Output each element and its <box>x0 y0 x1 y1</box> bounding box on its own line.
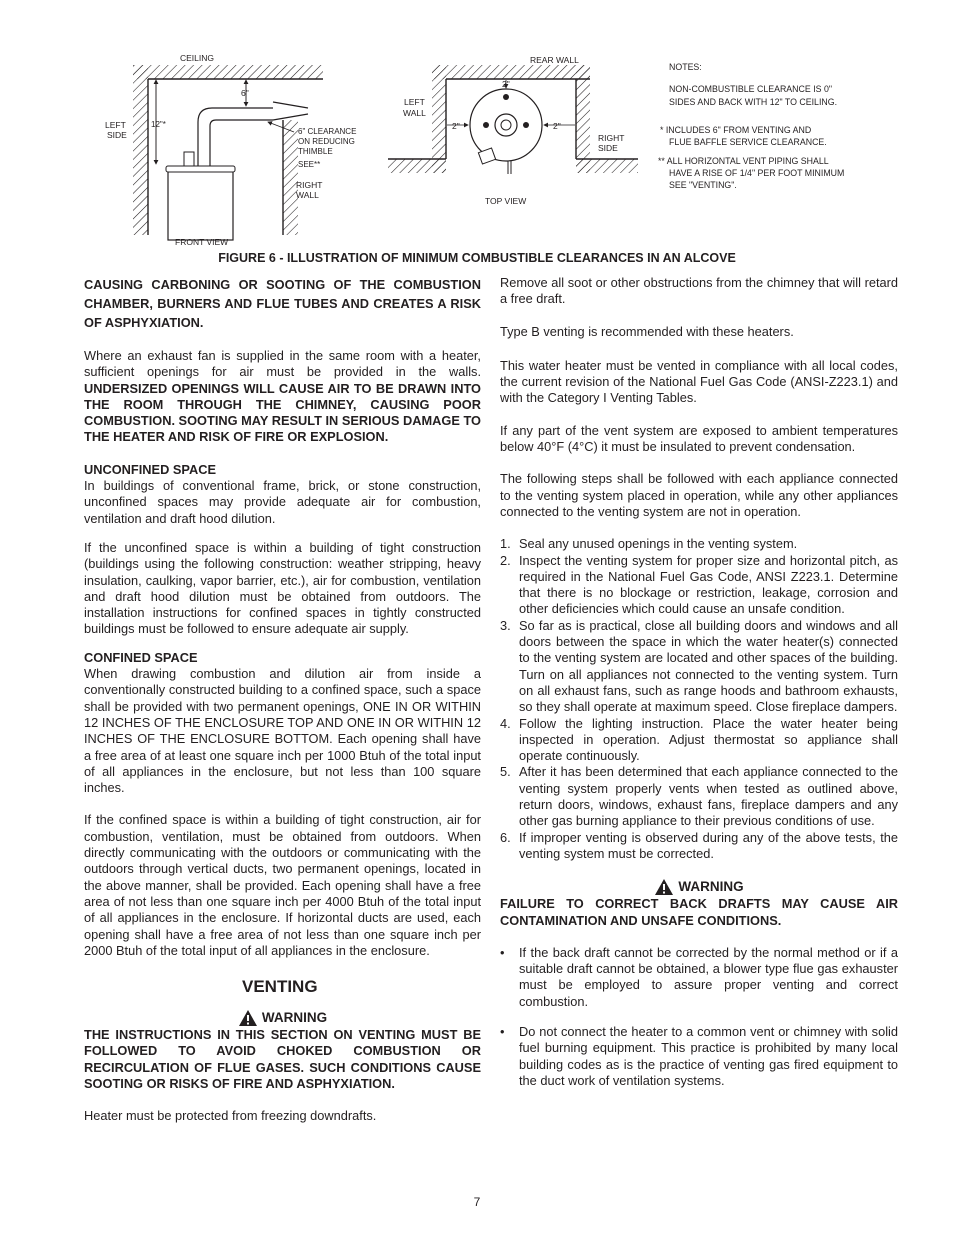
list-item <box>500 553 898 618</box>
list-item <box>500 716 898 765</box>
step-number: 1. <box>500 536 511 552</box>
dim-top-label: 2" <box>502 79 510 89</box>
right-side-label-2: SIDE <box>598 143 618 153</box>
step-text: Inspect the venting system for proper size and horizontal pitch, as required in the National Fuel Gas Code, ANSI Z223.1. Determine that there is no blockage or restriction, leakage, corrosion and other deficiencies which could cause an unsafe condition. <box>519 552 898 617</box>
ceiling-label: CEILING <box>180 53 215 63</box>
notes-star2-c: SEE "VENTING". <box>669 180 737 190</box>
left-wall-label-2: WALL <box>403 108 426 118</box>
step-text: Seal any unused openings in the venting system. <box>519 536 798 552</box>
step-text: After it has been determined that each appliance connected to the venting system properly vents when tested as outlined above, return doors, windows, exhaust fans, fireplace dampers and any other gas burning appliance to their previous conditions of use. <box>519 764 898 829</box>
step-number: 3. <box>500 617 511 633</box>
list-item <box>500 1024 898 1089</box>
figure-notes <box>658 62 844 190</box>
list-item <box>500 764 898 829</box>
right-column <box>500 275 898 1089</box>
step-number: 2. <box>500 552 511 568</box>
step-text: If improper venting is observed during any of the above tests, the venting system must be corrected. <box>519 829 898 861</box>
venting-warning-header <box>84 1009 481 1027</box>
notes-heading: NOTES: <box>669 62 702 72</box>
venting-heading: VENTING <box>242 977 318 997</box>
confined-paragraph-2: If the confined space is within a building of tight construction, air for combustion, ventilation, must be obtained from outdoors. When directly communicating with the outdoors or communicating with the outdoors through vertical ducts, two permanent openings, located in the above manner, shall be provided. Each opening shall have a free area of not less than one square inch per 4000 Btuh of the total input of all appliances in the enclosure. If horizontal ducts are used, each opening shall have a free area of not less than one square inch per 2000 Btuh of the total input of all appliances in the enclosure. <box>84 812 481 958</box>
dim-6-label: 6" <box>241 88 249 98</box>
warning-label: WARNING <box>261 1009 328 1025</box>
list-item <box>500 945 898 1010</box>
right-side-label: RIGHT <box>598 133 625 143</box>
notes-star1-b: FLUE BAFFLE SERVICE CLEARANCE. <box>669 137 827 147</box>
rear-wall-label: REAR WALL <box>530 55 579 65</box>
compliance-paragraph: This water heater must be vented in compliance with all local codes, the current revision of the National Fuel Gas Code (ANSI-Z223.1) and with the Category I Venting Tables. <box>500 357 898 406</box>
unconfined-paragraph-2: If the unconfined space is within a building of tight construction (buildings using the following construction: weather stripping, heavy insulation, caulking, vapor barrier, etc.), air for combustion, ventilation and draft hood dilution must be obtained from outdoors. The installation instructions for confined spaces in tightly constructed buildings must be followed to ensure adequate air supply. <box>84 539 481 637</box>
right-wall-label-2: WALL <box>296 190 319 200</box>
unconfined-paragraph-1: In buildings of conventional frame, brick, or stone construction, unconfined spaces may provide adequate air for combustion, ventilation and draft hood dilution. <box>84 478 481 526</box>
dim-12-label: 12"* <box>151 120 166 129</box>
exhaust-fan-text: Where an exhaust fan is supplied in the same room with a heater, sufficient openings for air must be provided in the walls. <box>84 348 481 380</box>
left-wall-label: LEFT <box>404 97 425 107</box>
front-view-label: FRONT VIEW <box>175 237 229 247</box>
insulation-paragraph: If any part of the vent system are exposed to ambient temperatures below 40°F (4°C) it must be insulated to prevent condensation. <box>500 422 898 455</box>
top-view-diagram <box>388 55 638 206</box>
list-item <box>500 618 898 716</box>
freezing-downdrafts-paragraph: Heater must be protected from freezing downdrafts. <box>84 1108 377 1124</box>
step-text: Follow the lighting instruction. Place the water heater being inspected in operation. Adjust thermostat so appliance shall operate continuously. <box>519 715 898 764</box>
step-number: 5. <box>500 764 511 780</box>
notes-star1-a: * INCLUDES 6" FROM VENTING AND <box>660 125 812 135</box>
top-view-label: TOP VIEW <box>485 196 527 206</box>
warning-label: WARNING <box>678 879 744 895</box>
warning-continuation: CAUSING CARBONING OR SOOTING OF THE COMBUSTION CHAMBER, BURNERS AND FLUE TUBES AND CREATES A RISK OF ASPHYXIATION. <box>84 277 481 330</box>
backdraft-warning-text: FAILURE TO CORRECT BACK DRAFTS MAY CAUSE AIR CONTAMINATION AND UNSAFE CONDITIONS. <box>500 896 898 928</box>
backdraft-warning-header <box>500 878 898 896</box>
right-wall-label: RIGHT <box>296 180 323 190</box>
see-label: SEE** <box>298 160 321 169</box>
exhaust-fan-paragraph <box>84 348 481 446</box>
bullet-text: Do not connect the heater to a common vent or chimney with solid fuel burning equipment. This practice is prohibited by many local building codes as is the practice of venting gas fired equipment to the duct work of ventilation systems. <box>519 1023 898 1088</box>
figure-caption: FIGURE 6 - ILLUSTRATION OF MINIMUM COMBUSTIBLE CLEARANCES IN AN ALCOVE <box>218 251 736 265</box>
notes-line-1: NON-COMBUSTIBLE CLEARANCE IS 0" <box>669 84 832 94</box>
venting-steps-list <box>500 536 898 862</box>
bullet-mark: • <box>500 1023 505 1039</box>
notes-star2-b: HAVE A RISE OF 1/4" PER FOOT MINIMUM <box>669 168 845 178</box>
backdraft-bullet-list <box>500 945 898 1089</box>
step-text: So far as is practical, close all building doors and windows and all doors between the space in which the water heater(s) connected to the venting system are located and other spaces of the building. Turn on all appliances not connected to the venting system. Turn on all exhaust fans, such as range hoods and bathroom exhausts, so they shall operate at maximum speed. Close fireplace dampers. <box>519 617 898 715</box>
venting-warning-text: THE INSTRUCTIONS IN THIS SECTION ON VENTING MUST BE FOLLOWED TO AVOID CHOKED COMBUSTION OR RECIRCULATION OF FLUE GASES. SUCH CONDITIONS CAUSE SOOTING OR RISKS OF FIRE AND ASPHYXIATION. <box>84 1027 481 1091</box>
step-number: 4. <box>500 715 511 731</box>
bullet-mark: • <box>500 944 505 960</box>
steps-intro-paragraph: The following steps shall be followed with each appliance connected to the venting system placed in operation, while any other appliances connected to the venting system are not in operation. <box>500 471 898 519</box>
warning-triangle-icon <box>654 878 674 896</box>
type-b-paragraph: Type B venting is recommended with these heaters. <box>500 323 794 339</box>
clearance-label-2: ON REDUCING <box>298 137 355 146</box>
clearance-label-3: THIMBLE <box>298 147 333 156</box>
clearance-label-1: 6" CLEARANCE <box>298 127 357 136</box>
front-view-diagram <box>105 53 356 247</box>
left-side-label: LEFT <box>105 120 126 130</box>
alcove-clearance-figure <box>98 50 898 250</box>
exhaust-fan-warning: UNDERSIZED OPENINGS WILL CAUSE AIR TO BE DRAWN INTO THE ROOM THROUGH THE CHIMNEY, CAUSING POOR COMBUSTION. SOOTING MAY RESULT IN SERIOUS DAMAGE TO THE HEATER AND RISK OF FIRE OR EXPLOSION. <box>84 380 481 445</box>
confined-space-heading: CONFINED SPACE <box>84 649 198 665</box>
notes-line-2: SIDES AND BACK WITH 12" TO CEILING. <box>669 97 838 107</box>
bullet-text: If the back draft cannot be corrected by the normal method or if a suitable draft cannot be obtained, a blower type flue gas exhauster must be employed to assure proper venting and correct combustion. <box>519 944 898 1009</box>
remove-soot-paragraph: Remove all soot or other obstructions from the chimney that will retard a free draft. <box>500 275 898 307</box>
page-number: 7 <box>473 1195 481 1209</box>
unconfined-space-heading: UNCONFINED SPACE <box>84 461 217 477</box>
list-item <box>500 536 898 552</box>
confined-paragraph-1: When drawing combustion and dilution air from inside a conventionally constructed building to a confined space, such a space shall be provided with two permanent openings, ONE IN OR WITHIN 12 INCHES OF THE ENCLOSURE TOP AND ONE IN OR WITHIN 12 INCHES OF THE ENCLOSURE BOTTOM. Each opening shall have a free area of at least one square inch per 1000 Btuh of the total input of all appliances in the enclosure, but not less than 100 square inches. <box>84 666 481 796</box>
warning-triangle-icon <box>238 1009 258 1027</box>
list-item <box>500 830 898 863</box>
left-side-label-2: SIDE <box>107 130 127 140</box>
dim-right-label: 2" <box>553 121 561 131</box>
left-column <box>84 275 481 1125</box>
notes-star2-a: ** ALL HORIZONTAL VENT PIPING SHALL <box>658 156 829 166</box>
dim-left-label: 2" <box>452 121 460 131</box>
step-number: 6. <box>500 829 511 845</box>
